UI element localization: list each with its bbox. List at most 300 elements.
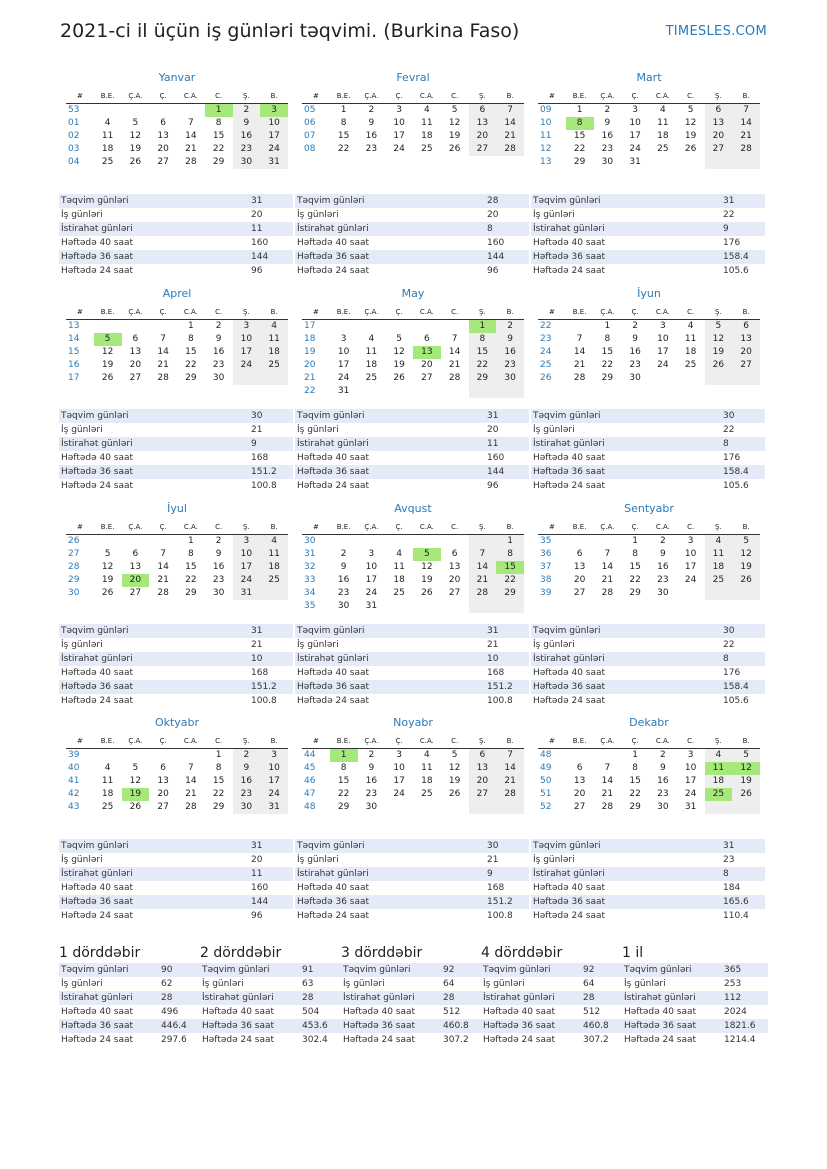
stat-label: Həftədə 36 saat — [61, 252, 134, 262]
stat-label: Həftədə 24 saat — [61, 911, 134, 921]
stat-row — [295, 236, 529, 250]
weekday-header — [538, 305, 760, 320]
day-cell: 16 — [365, 131, 378, 141]
day-cell: 16 — [337, 575, 350, 585]
week-row — [302, 762, 524, 775]
holiday-day-cell: 19 — [122, 788, 150, 801]
day-cell — [441, 600, 469, 613]
day-cell: 10 — [365, 562, 378, 572]
day-cell: 10 — [684, 549, 697, 559]
stat-row — [622, 1019, 768, 1033]
day-cell: 1 — [188, 536, 194, 546]
week-row — [302, 535, 524, 548]
day-cell: 4 — [687, 321, 694, 331]
quarter-title: 4 dörddəbir — [481, 945, 563, 961]
day-cell: 20 — [469, 775, 497, 788]
stat-label: Həftədə 24 saat — [202, 1035, 275, 1045]
stat-value: 453.6 — [302, 1021, 328, 1031]
weekday-label: Ş. — [715, 308, 722, 316]
month-calendar — [66, 716, 288, 814]
week-row — [538, 775, 760, 788]
holiday-day-cell: 5 — [94, 333, 122, 346]
day-cell: 30 — [629, 373, 641, 383]
stat-label: Təqvim günləri — [624, 965, 692, 975]
stat-row — [531, 867, 765, 881]
stat-value: 20 — [251, 210, 263, 220]
day-cell: 11 — [421, 118, 433, 128]
day-cell: 2 — [233, 104, 261, 117]
day-cell: 20 — [157, 789, 169, 799]
stat-row — [481, 991, 627, 1005]
stat-row — [59, 680, 293, 694]
stat-value: 96 — [251, 911, 263, 921]
stat-row — [622, 977, 768, 991]
week-number: 30 — [304, 536, 316, 546]
week-row — [538, 587, 760, 600]
weekday-label: B.E. — [336, 737, 351, 745]
week-number: 10 — [540, 118, 552, 128]
day-cell: 1 — [632, 536, 638, 546]
weekday-label: Ç. — [395, 308, 403, 316]
day-cell: 16 — [212, 562, 225, 572]
weekday-label: Ç. — [159, 308, 167, 316]
day-cell — [594, 535, 622, 548]
stat-label: İş günləri — [624, 979, 666, 989]
weekday-label: # — [312, 92, 319, 100]
day-cell: 14 — [601, 776, 614, 786]
day-cell: 22 — [469, 359, 497, 372]
week-number: 18 — [304, 334, 316, 344]
day-cell: 30 — [657, 588, 669, 598]
month-grid — [302, 520, 524, 613]
day-cell: 19 — [101, 360, 114, 370]
day-cell: 10 — [684, 763, 697, 773]
day-cell: 7 — [496, 104, 524, 117]
day-cell: 7 — [576, 334, 583, 344]
day-cell: 14 — [157, 562, 169, 572]
day-cell: 26 — [129, 157, 142, 167]
day-cell: 3 — [340, 334, 347, 344]
stat-row — [59, 638, 293, 652]
day-cell: 24 — [260, 143, 288, 156]
day-cell: 7 — [451, 334, 458, 344]
day-cell: 29 — [185, 588, 197, 598]
week-row — [302, 359, 524, 372]
stat-value: 20 — [487, 425, 499, 435]
stat-value: 64 — [583, 979, 595, 989]
week-row — [538, 346, 760, 359]
day-cell — [677, 156, 705, 169]
stat-label: Həftədə 40 saat — [61, 668, 134, 678]
quarter-title: 2 dörddəbir — [200, 945, 282, 961]
holiday-day-cell: 15 — [496, 561, 524, 574]
week-number: 17 — [68, 373, 80, 383]
stat-value: 21 — [251, 425, 263, 435]
day-cell: 11 — [393, 562, 405, 572]
stat-row — [295, 638, 529, 652]
weekday-header — [302, 89, 524, 104]
day-cell: 5 — [451, 750, 458, 760]
month-grid — [66, 520, 288, 600]
stat-row — [59, 250, 293, 264]
week-row — [66, 143, 288, 156]
stat-label: Həftədə 24 saat — [297, 266, 370, 276]
stat-value: 365 — [724, 965, 742, 975]
day-cell: 24 — [233, 574, 261, 587]
stat-value: 8 — [723, 439, 729, 449]
week-row — [302, 749, 524, 762]
day-cell: 9 — [233, 117, 261, 130]
weekday-label: B. — [742, 92, 750, 100]
week-number: 44 — [304, 750, 316, 760]
day-cell: 12 — [421, 562, 433, 572]
day-cell: 20 — [573, 575, 586, 585]
stat-row — [341, 963, 487, 977]
day-cell: 14 — [573, 347, 586, 357]
stat-label: İş günləri — [533, 855, 575, 865]
stat-row — [531, 194, 765, 208]
weekday-label: # — [548, 308, 555, 316]
stat-row — [59, 694, 293, 708]
day-cell: 21 — [157, 575, 169, 585]
stat-row — [295, 853, 529, 867]
stat-value: 151.2 — [487, 682, 513, 692]
stat-row — [531, 409, 765, 423]
weekday-label: Ç. — [631, 308, 639, 316]
day-cell: 21 — [469, 574, 497, 587]
day-cell — [177, 104, 205, 117]
stat-label: Həftədə 36 saat — [624, 1021, 697, 1031]
day-cell — [358, 385, 386, 398]
day-cell — [566, 749, 594, 762]
stat-value: 31 — [251, 196, 263, 206]
stat-label: Həftədə 36 saat — [483, 1021, 556, 1031]
week-number: 12 — [540, 144, 552, 154]
day-cell: 20 — [448, 575, 461, 585]
holiday-day-cell: 1 — [330, 749, 358, 762]
day-cell: 6 — [732, 320, 760, 333]
month-calendar — [538, 716, 760, 814]
week-row — [538, 143, 760, 156]
day-cell: 2 — [368, 105, 375, 115]
day-cell: 7 — [732, 104, 760, 117]
week-number: 33 — [304, 575, 316, 585]
weekday-label: C. — [687, 523, 695, 531]
week-number: 26 — [68, 536, 80, 546]
day-cell: 9 — [660, 763, 666, 773]
week-number: 02 — [68, 131, 80, 141]
day-cell: 3 — [687, 536, 694, 546]
day-cell: 31 — [684, 802, 697, 812]
stat-value: 8 — [723, 654, 729, 664]
day-cell: 30 — [233, 801, 261, 814]
week-number: 17 — [304, 321, 316, 331]
weekday-label: Ç.A. — [600, 92, 615, 100]
day-cell: 23 — [233, 143, 261, 156]
month-name: Fevral — [396, 71, 430, 84]
holiday-day-cell: 11 — [705, 762, 733, 775]
weekday-label: Ç.A. — [600, 737, 615, 745]
stat-row — [531, 652, 765, 666]
day-cell: 17 — [684, 562, 697, 572]
stat-row — [59, 1033, 205, 1047]
week-number: 29 — [68, 575, 80, 585]
day-cell — [732, 801, 760, 814]
stat-label: İstirahət günləri — [61, 869, 133, 879]
stat-label: Təqvim günləri — [533, 626, 601, 636]
stat-value: 22 — [723, 425, 735, 435]
stat-label: Təqvim günləri — [297, 196, 365, 206]
month-stats — [59, 624, 293, 708]
day-cell: 10 — [233, 333, 261, 346]
day-cell: 14 — [185, 131, 197, 141]
stat-label: Həftədə 36 saat — [297, 682, 370, 692]
weekday-header — [538, 520, 760, 535]
day-cell: 11 — [705, 548, 733, 561]
day-cell: 4 — [424, 750, 430, 760]
stat-label: Həftədə 24 saat — [533, 696, 606, 706]
month-stats — [295, 624, 529, 708]
stat-label: İstirahət günləri — [202, 993, 274, 1003]
day-cell: 8 — [340, 118, 347, 128]
day-cell: 4 — [260, 320, 288, 333]
weekday-label: B. — [506, 308, 514, 316]
day-cell: 21 — [496, 775, 524, 788]
stat-label: İş günləri — [297, 210, 339, 220]
stat-label: Təqvim günləri — [483, 965, 551, 975]
day-cell: 31 — [337, 386, 350, 396]
day-cell: 16 — [601, 131, 614, 141]
day-cell: 19 — [101, 575, 114, 585]
day-cell: 15 — [185, 562, 197, 572]
day-cell — [677, 587, 705, 600]
day-cell: 25 — [365, 373, 378, 383]
day-cell — [413, 385, 441, 398]
weekday-label: Ç. — [159, 737, 167, 745]
day-cell: 7 — [160, 549, 166, 559]
stat-label: İş günləri — [483, 979, 525, 989]
week-number: 16 — [68, 360, 80, 370]
stat-value: 30 — [723, 411, 735, 421]
week-number: 30 — [68, 588, 80, 598]
month-stats — [531, 194, 765, 278]
stat-row — [59, 666, 293, 680]
day-cell: 2 — [215, 536, 222, 546]
week-row — [302, 143, 524, 156]
day-cell: 28 — [185, 157, 197, 167]
month-calendar — [302, 287, 524, 398]
stat-row — [59, 222, 293, 236]
month-name: May — [401, 287, 425, 300]
day-cell — [594, 749, 622, 762]
day-cell: 16 — [629, 347, 641, 357]
weekday-label: B. — [742, 523, 750, 531]
day-cell: 5 — [687, 105, 694, 115]
stat-row — [59, 881, 293, 895]
week-number: 19 — [304, 347, 316, 357]
stat-label: Həftədə 36 saat — [297, 252, 370, 262]
stat-value: 30 — [487, 841, 499, 851]
day-cell: 1 — [576, 105, 583, 115]
page-title: 2021-ci il üçün iş günləri təqvimi. (Burkina Faso) — [60, 20, 520, 42]
day-cell: 16 — [365, 776, 378, 786]
stat-label: Həftədə 24 saat — [61, 696, 134, 706]
day-cell: 7 — [188, 118, 194, 128]
stat-label: İstirahət günləri — [297, 439, 369, 449]
weekday-label: B. — [742, 308, 750, 316]
day-cell: 14 — [469, 561, 497, 574]
stat-row — [295, 264, 529, 278]
week-number: 04 — [68, 157, 80, 167]
stat-row — [200, 991, 346, 1005]
holiday-day-cell: 25 — [705, 788, 733, 801]
day-cell: 10 — [233, 548, 261, 561]
day-cell: 7 — [188, 763, 194, 773]
day-cell: 27 — [129, 588, 142, 598]
weekday-label: Ç. — [395, 92, 403, 100]
week-row — [66, 359, 288, 372]
stat-value: 8 — [487, 224, 493, 234]
day-cell: 12 — [732, 548, 760, 561]
weekday-label: B. — [506, 523, 514, 531]
day-cell: 7 — [604, 549, 611, 559]
stat-row — [59, 236, 293, 250]
week-row — [66, 762, 288, 775]
day-cell: 4 — [705, 535, 733, 548]
week-number: 34 — [304, 588, 316, 598]
day-cell: 27 — [129, 373, 142, 383]
weekday-label: Ş. — [715, 737, 722, 745]
day-cell — [385, 801, 413, 814]
day-cell: 5 — [451, 105, 458, 115]
day-cell: 20 — [469, 130, 497, 143]
stat-value: 460.8 — [443, 1021, 469, 1031]
day-cell: 19 — [448, 131, 461, 141]
weekday-label: Ç.A. — [128, 523, 143, 531]
weekday-label: # — [312, 523, 319, 531]
day-cell: 25 — [657, 144, 669, 154]
stat-row — [59, 194, 293, 208]
month-name: Dekabr — [629, 716, 669, 729]
stat-value: 11 — [251, 869, 263, 879]
quarter-title: 1 dörddəbir — [59, 945, 141, 961]
day-cell: 26 — [448, 789, 461, 799]
weekday-label: C.A. — [183, 737, 198, 745]
stat-label: İstirahət günləri — [61, 439, 133, 449]
day-cell: 22 — [629, 575, 641, 585]
day-cell — [358, 535, 386, 548]
week-number: 06 — [304, 118, 316, 128]
weekday-label: # — [76, 92, 83, 100]
day-cell: 10 — [657, 334, 669, 344]
day-cell — [149, 749, 177, 762]
week-number: 46 — [304, 776, 316, 786]
day-cell — [149, 104, 177, 117]
holiday-day-cell: 13 — [413, 346, 441, 359]
stat-label: İş günləri — [343, 979, 385, 989]
stat-value: 158.4 — [723, 682, 749, 692]
stat-label: Həftədə 36 saat — [297, 467, 370, 477]
stat-row — [295, 479, 529, 493]
day-cell: 8 — [188, 334, 194, 344]
day-cell: 4 — [368, 334, 375, 344]
weekday-label: C.A. — [655, 308, 670, 316]
stat-value: 1821.6 — [724, 1021, 756, 1031]
day-cell: 3 — [233, 320, 261, 333]
stat-row — [295, 208, 529, 222]
day-cell: 13 — [129, 347, 142, 357]
day-cell — [649, 156, 677, 169]
weekday-label: C.A. — [655, 737, 670, 745]
weekday-label: B. — [506, 92, 514, 100]
stat-label: Həftədə 24 saat — [297, 911, 370, 921]
day-cell: 23 — [365, 789, 378, 799]
day-cell: 6 — [469, 749, 497, 762]
day-cell — [385, 385, 413, 398]
week-number: 48 — [304, 802, 316, 812]
day-cell: 23 — [601, 144, 614, 154]
stat-row — [531, 839, 765, 853]
day-cell — [469, 801, 497, 814]
day-cell: 22 — [337, 144, 350, 154]
month-stats — [531, 409, 765, 493]
weekday-label: C. — [687, 308, 695, 316]
day-cell: 26 — [684, 144, 697, 154]
stat-row — [295, 652, 529, 666]
weekday-label: C. — [687, 737, 695, 745]
weekday-label: C.A. — [655, 92, 670, 100]
month-grid — [538, 520, 760, 600]
day-cell: 12 — [684, 118, 697, 128]
month-grid — [302, 305, 524, 398]
week-number: 36 — [540, 549, 552, 559]
stat-label: Təqvim günləri — [297, 411, 365, 421]
day-cell: 29 — [212, 802, 225, 812]
day-cell: 28 — [185, 802, 197, 812]
stat-row — [481, 1033, 627, 1047]
month-grid — [538, 89, 760, 169]
holiday-day-cell: 5 — [413, 548, 441, 561]
week-row — [302, 385, 524, 398]
stat-value: 496 — [161, 1007, 179, 1017]
stat-row — [59, 208, 293, 222]
day-cell: 28 — [601, 588, 614, 598]
day-cell: 17 — [337, 360, 350, 370]
day-cell — [469, 385, 497, 398]
stat-row — [531, 624, 765, 638]
stat-value: 31 — [487, 626, 499, 636]
weekday-label: Ç.A. — [600, 308, 615, 316]
day-cell — [260, 372, 288, 385]
stat-label: Həftədə 24 saat — [343, 1035, 416, 1045]
week-row — [538, 749, 760, 762]
month-calendar — [302, 716, 524, 814]
day-cell: 11 — [684, 334, 697, 344]
day-cell: 5 — [132, 763, 139, 773]
stat-label: Həftədə 36 saat — [61, 1021, 134, 1031]
day-cell: 30 — [337, 601, 350, 611]
stat-row — [531, 666, 765, 680]
day-cell: 24 — [260, 788, 288, 801]
brand-link[interactable]: TIMESLES.COM — [665, 24, 767, 39]
day-cell: 15 — [212, 131, 225, 141]
day-cell: 12 — [129, 776, 142, 786]
day-cell: 13 — [573, 776, 586, 786]
week-row — [302, 333, 524, 346]
day-cell: 13 — [129, 562, 142, 572]
day-cell: 3 — [233, 535, 261, 548]
stat-label: İstirahət günləri — [533, 869, 605, 879]
